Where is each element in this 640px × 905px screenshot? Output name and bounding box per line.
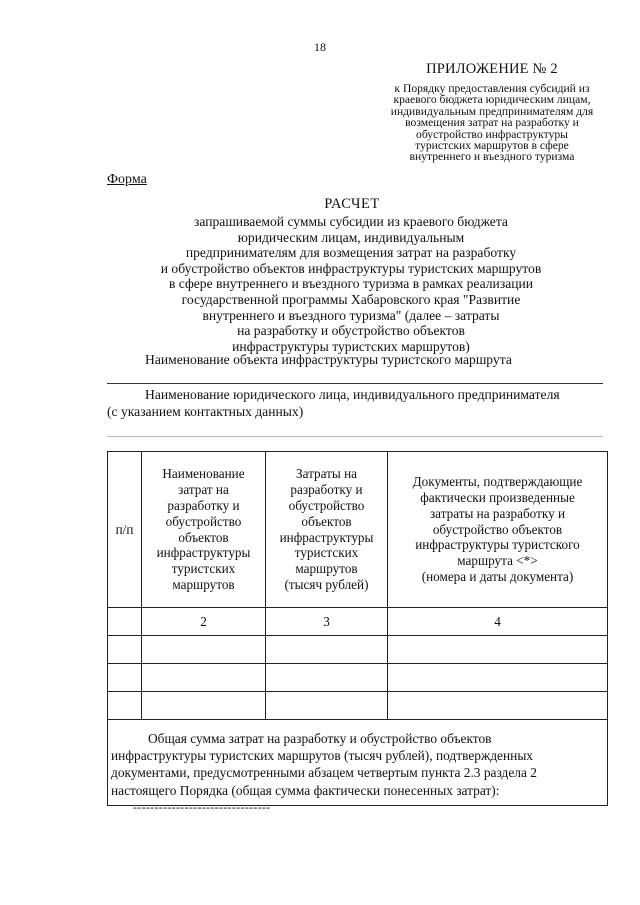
header-line: разработку и: [167, 497, 240, 513]
entity-name-fill-line[interactable]: [107, 436, 603, 437]
subtitle-line: государственной программы Хабаровского края "Развитие: [181, 291, 521, 307]
column-number-row: [108, 608, 608, 636]
header-cost-name: [142, 452, 266, 608]
header-row-number: [108, 452, 142, 608]
header-line: объектов: [301, 513, 352, 529]
table-cell[interactable]: [142, 664, 266, 692]
calculation-table: [107, 451, 608, 806]
header-line: обустройство: [165, 513, 242, 529]
table-cell[interactable]: [142, 692, 266, 720]
object-name-label: Наименование объекта инфраструктуры туристского маршрута: [145, 352, 512, 367]
table-header-row: [108, 452, 608, 608]
total-line: Общая сумма затрат на разработку и обустройство объектов: [148, 731, 492, 746]
subtitle-line: предпринимателям для возмещения затрат на разработку: [185, 245, 517, 261]
header-line: разработку и: [290, 482, 363, 498]
total-cost-cell: [108, 720, 608, 806]
appendix-line: краевого бюджета юридическим лицам,: [393, 93, 591, 107]
header-line: туристских: [294, 545, 359, 561]
appendix-line: туристских маршрутов в сфере: [415, 139, 569, 153]
header-line: затраты на разработку и: [429, 505, 566, 521]
appendix-title: ПРИЛОЖЕНИЕ № 2: [426, 61, 558, 77]
appendix-line: возмещения затрат на разработку и: [405, 116, 579, 130]
table-cell[interactable]: [266, 664, 388, 692]
document-title: РАСЧЕТ: [324, 196, 380, 212]
total-line: документами, предусмотренными абзацем четвертым пункта 2.3 раздела 2: [111, 765, 537, 781]
table-cell[interactable]: [388, 692, 608, 720]
subtitle-line: и обустройство объектов инфраструктуры туристских маршрутов: [160, 260, 542, 276]
header-line: обустройство: [288, 497, 365, 513]
total-row: [108, 720, 608, 806]
table-row: [108, 664, 608, 692]
header-line: (номера и даты документа): [421, 568, 574, 584]
header-supporting-documents: [388, 452, 608, 608]
form-label: Форма: [107, 172, 147, 187]
subtitle-line: внутреннего и въездного туризма" (далее – затраты: [202, 307, 500, 323]
appendix-line: внутреннего и въездного туризма: [409, 150, 575, 164]
column-number: 3: [266, 608, 388, 636]
table-cell[interactable]: [266, 636, 388, 664]
subtitle-line: запрашиваемой суммы субсидии из краевого бюджета: [194, 214, 508, 229]
footnote-separator: --------------------------------: [133, 800, 271, 814]
appendix-description: [376, 83, 608, 163]
header-line: п/п: [115, 521, 134, 537]
page-number: 18: [314, 40, 326, 54]
header-line: маршрута <*>: [457, 553, 538, 569]
subtitle-line: юридическим лицам, индивидуальным: [237, 229, 465, 245]
header-line: инфраструктуры туристского: [415, 537, 580, 553]
header-line: Затраты на: [296, 466, 357, 482]
appendix-line: обустройство инфраструктуры: [416, 127, 568, 141]
column-number: 4: [388, 608, 608, 636]
entity-name-label: Наименование юридического лица, индивидуального предпринимателя: [145, 387, 560, 402]
total-line: настоящего Порядка (общая сумма фактически понесенных затрат):: [111, 782, 500, 798]
header-line: обустройство объектов: [432, 521, 563, 537]
header-line: Документы, подтверждающие: [412, 474, 583, 490]
entity-contacts-label: (с указанием контактных данных): [107, 404, 304, 419]
header-line: инфраструктуры: [279, 529, 374, 545]
header-line: фактически произведенные: [420, 490, 575, 505]
table-cell[interactable]: [142, 636, 266, 664]
column-number: [108, 608, 142, 636]
table-cell[interactable]: [108, 664, 142, 692]
subtitle-line: на разработку и обустройство объектов: [237, 323, 465, 339]
table-cell[interactable]: [266, 692, 388, 720]
table-cell[interactable]: [388, 664, 608, 692]
table-cell[interactable]: [108, 636, 142, 664]
table-cell[interactable]: [388, 636, 608, 664]
object-name-fill-line[interactable]: [107, 383, 603, 384]
header-line: маршрутов: [172, 576, 235, 592]
subtitle-line: инфраструктуры туристских маршрутов): [232, 338, 470, 354]
column-number: 2: [142, 608, 266, 636]
document-subtitle: [110, 214, 592, 354]
table-cell[interactable]: [108, 692, 142, 720]
header-cost-amount: [266, 452, 388, 608]
header-line: объектов: [178, 529, 229, 545]
header-line: (тысяч рублей): [284, 576, 369, 592]
subtitle-line: в сфере внутреннего и въездного туризма в рамках реализации: [168, 276, 534, 292]
appendix-line: индивидуальным предпринимателям для: [390, 104, 594, 118]
table-row: [108, 692, 608, 720]
appendix-line: к Порядку предоставления субсидий из: [394, 82, 590, 95]
header-line: Наименование: [162, 466, 245, 482]
header-line: затрат на: [178, 482, 229, 498]
header-line: туристских: [171, 561, 236, 577]
table-row: [108, 636, 608, 664]
header-line: маршрутов: [295, 561, 358, 577]
header-line: инфраструктуры: [156, 545, 251, 561]
total-line: инфраструктуры туристских маршрутов (тысяч рублей), подтвержденных: [111, 748, 534, 764]
